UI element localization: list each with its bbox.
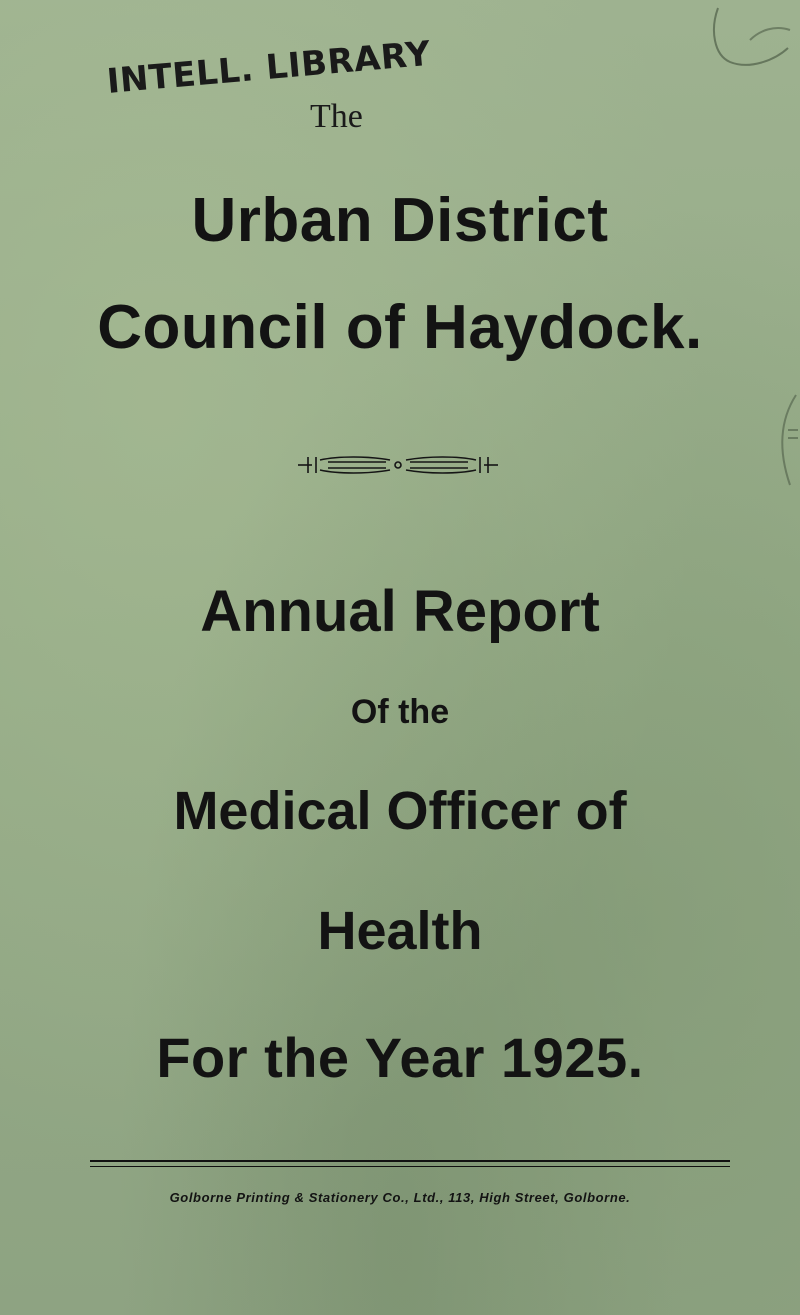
edge-mark (770, 390, 800, 490)
rule-thick (90, 1160, 730, 1162)
library-stamp: INTELL. LIBRARY (105, 33, 433, 102)
health-title: Health (317, 901, 483, 961)
year-line: For the Year 1925. (156, 1026, 644, 1089)
report-title: Annual Report (200, 579, 600, 644)
corner-mark (690, 0, 800, 100)
officer-title: Medical Officer of (173, 781, 627, 841)
of-the-text: Of the (350, 693, 450, 731)
title-article: The (310, 98, 363, 135)
printer-imprint: Golborne Printing & Stationery Co., Ltd., 113, High Street, Golborne. (169, 1190, 631, 1205)
title-line-2: Council of Haydock. (97, 293, 703, 362)
ornament-divider (298, 450, 498, 480)
rule-thin (90, 1166, 730, 1167)
title-line-1: Urban District (191, 186, 609, 255)
